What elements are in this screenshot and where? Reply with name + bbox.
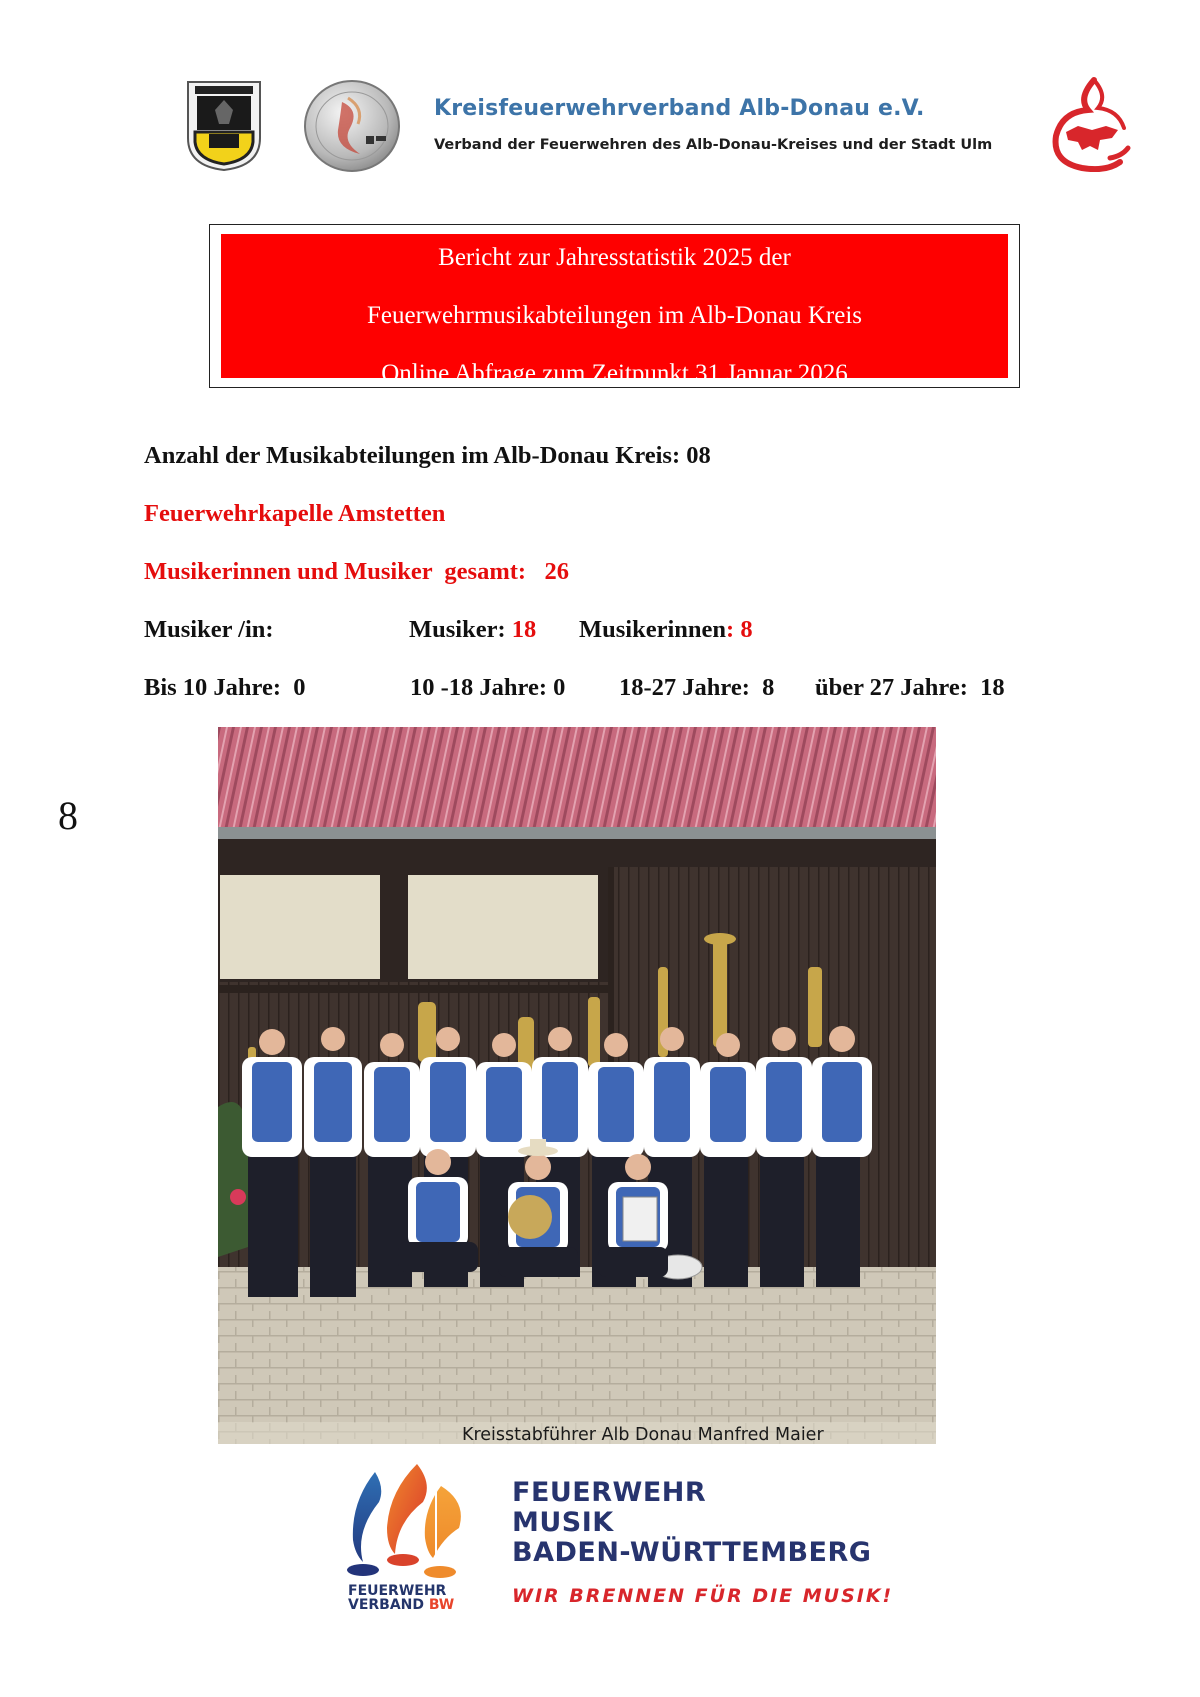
total-value: 26	[544, 558, 569, 585]
fw-title-line-3: BADEN-WÜRTTEMBERG	[512, 1537, 872, 1568]
title-line-1: Bericht zur Jahresstatistik 2025 der	[438, 244, 791, 271]
age-18-27-label: 18-27 Jahre:	[619, 674, 750, 701]
title-line-3: Online Abfrage zum Zeitpunkt 31.Januar 2026	[381, 360, 848, 387]
age-10-18	[410, 674, 565, 702]
age-under10-label: Bis 10 Jahre:	[144, 674, 282, 701]
alb-donau-crest-logo	[185, 80, 263, 172]
age-under10-value: 0	[293, 674, 306, 701]
gender-row	[144, 616, 1044, 650]
title-line-2: Feuerwehrmusikabteilungen im Alb-Donau Kreis	[366, 302, 863, 329]
feuerwehr-musik-flames-logo	[345, 1462, 480, 1582]
male-label: Musiker:	[409, 616, 506, 643]
age-10-18-label: 10 -18 Jahre:	[410, 674, 547, 701]
verband-line-1: FEUERWEHR	[348, 1583, 447, 1599]
age-over27-label: über 27 Jahre:	[815, 674, 968, 701]
fw-slogan: WIR BRENNEN FÜR DIE MUSIK!	[512, 1585, 894, 1607]
age-row	[144, 674, 1044, 708]
male-value: 18	[511, 616, 537, 643]
photo-caption: Kreisstabführer Alb Donau Manfred Maier	[462, 1425, 824, 1445]
age-18-27	[619, 674, 774, 702]
verband-word: VERBAND	[348, 1597, 425, 1613]
age-18-27-value: 8	[762, 674, 775, 701]
total-musicians	[144, 558, 569, 586]
female-label: Musikerinnen	[579, 616, 727, 643]
kfv-medal-logo	[302, 78, 402, 174]
age-10-18-value: 0	[553, 674, 566, 701]
verband-line-2	[348, 1598, 454, 1613]
age-over27-value: 18	[980, 674, 1005, 701]
fw-title-line-1: FEUERWEHR	[512, 1477, 707, 1508]
band-name: Feuerwehrkapelle Amstetten	[144, 500, 446, 527]
age-over27	[815, 674, 1005, 702]
age-under10	[144, 674, 306, 702]
gender-label: Musiker /in:	[144, 616, 274, 643]
female-count	[579, 616, 753, 644]
report-title-banner	[221, 234, 1008, 387]
fw-title-line-2: MUSIK	[512, 1507, 614, 1538]
red-flame-lion-logo	[1048, 76, 1134, 172]
report-title-box	[209, 224, 1020, 388]
band-group-photo	[218, 727, 936, 1444]
female-value: : 8	[726, 616, 753, 643]
department-count: Anzahl der Musikabteilungen im Alb-Donau Kreis: 08	[144, 442, 711, 469]
verband-bw: BW	[428, 1597, 455, 1613]
org-subtitle: Verband der Feuerwehren des Alb-Donau-Kreises und der Stadt Ulm	[434, 137, 993, 153]
page-number: 8	[58, 793, 78, 838]
org-title: Kreisfeuerwehrverband Alb-Donau e.V.	[434, 96, 925, 121]
male-count	[409, 616, 536, 644]
total-label: Musikerinnen und Musiker gesamt:	[144, 558, 527, 585]
